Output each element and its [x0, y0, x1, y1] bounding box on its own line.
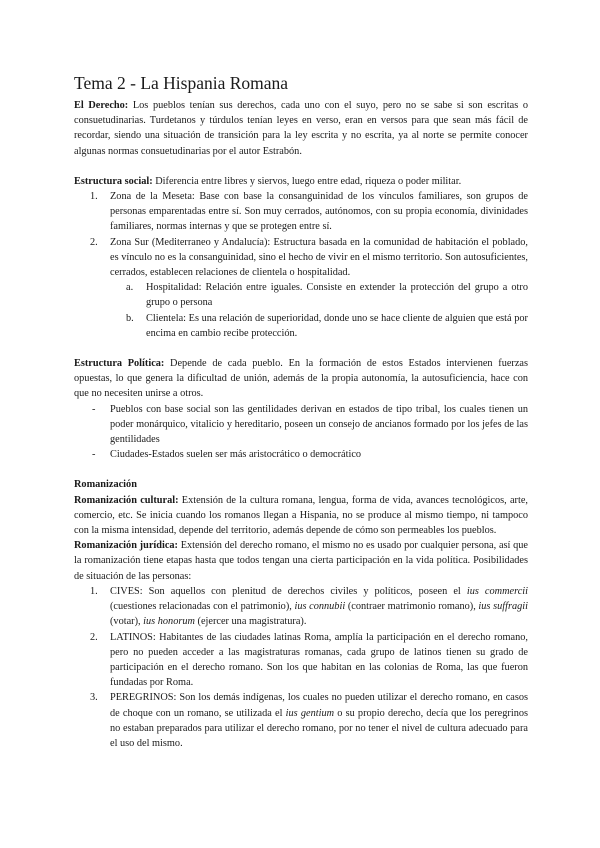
list-marker: -: [92, 449, 96, 461]
social-text: Diferencia entre libres y siervos, luego entre edad, riqueza o poder militar.: [152, 175, 462, 187]
italic-term: ius honorum: [143, 616, 195, 628]
social-label: Estructura social:: [74, 175, 153, 187]
juridica-label: Romanización jurídica:: [74, 540, 178, 552]
text-run: (votar),: [110, 616, 144, 628]
cultural-text: Extensión de la cultura romana, lengua, forma de vida, avances tecnológicos, arte, comercio, etc. Se inicia cuando los romanos llegan a Hispania, no se produce al mismo tiempo, ni tampoco con la misma intensidad, depende del territorio, además depende de cómo son permeables los pueblos.: [74, 494, 528, 537]
derecho-text: Los pueblos tenían sus derechos, cada uno con el suyo, pero no se sabe si son escritas o consuetudinarias. Turdetanos y túrdulos tenían leyes en verso, eran en versos para que sean más fácil de recordar, siendo una situación de transición para la ley escrita y no escrita, ya al norte se permite conocer algunas normas consuetudinarias por el autor Estrabón.: [74, 100, 529, 157]
derecho-paragraph: [74, 98, 528, 159]
list-marker: 1.: [90, 585, 98, 597]
text-run: CIVES: Son aquellos con plenitud de derechos civiles y políticos, poseen el: [110, 585, 467, 597]
cultural-label: Romanización cultural:: [74, 494, 179, 506]
politica-paragraph: [74, 356, 528, 402]
list-item-text: Ciudades-Estados suelen ser más aristocrático o democrático: [110, 449, 362, 461]
social-paragraph: [74, 174, 528, 189]
list-item: [74, 235, 528, 281]
list-item-peregrinos: [74, 690, 528, 751]
list-item: [74, 447, 528, 462]
cultural-paragraph: [74, 493, 528, 539]
sub-list-item: [74, 280, 528, 310]
juridica-text: Extensión del derecho romano, el mismo no es usado por cualquier persona, así que la romanización tiene etapas hasta que todos tengan una cierta participación en la vida política. Posibilidades de situación de las personas:: [74, 540, 528, 582]
list-marker: b.: [126, 312, 134, 324]
italic-term: ius gentium: [285, 707, 335, 719]
politica-label: Estructura Política:: [74, 358, 165, 370]
list-item-text: Zona Sur (Mediterraneo y Andalucía): Estructura basada en la comunidad de habitación el poblado, es vínculo no es la consanguinidad, sino el hecho de vivir en el mismo territorio. Son autosuficientes, cerrados, establecen relaciones de clientela o hospitalidad.: [110, 236, 528, 279]
list-item: [74, 402, 528, 448]
list-item-text: LATINOS: Habitantes de las ciudades latinas Roma, amplía la participación en el derecho romano, pero no pueden acceder a las magistraturas romanas, cada grupo de latinos tienen su grado de participación en el derecho romano. Son los que habitan en las colonias de Roma, las que fueron fundadas por Roma.: [110, 631, 528, 689]
text-run: PEREGRINOS: Son los demás indígenas, los cuales no pueden utilizar el derecho romano, en casos de choque con un romano, se utilizada el: [110, 692, 528, 719]
italic-term: ius commercii: [466, 585, 528, 597]
juridica-paragraph: [74, 538, 528, 584]
list-marker: 1.: [90, 191, 98, 203]
list-marker: 2.: [90, 631, 98, 643]
politica-text: Depende de cada pueblo. En la formación de estos Estados intervienen fuerzas opuestas, lo que genera la dificultad de unión, además de la propia autonomía, la autosuficiencia, hace con que no necesiten unirse a otros.: [74, 358, 528, 400]
list-item: [74, 189, 528, 235]
list-marker: 2.: [90, 236, 98, 248]
derecho-label: El Derecho:: [74, 100, 129, 111]
list-item-text: Clientela: Es una relación de superioridad, donde uno se hace cliente de alguien que está por encima en cambio recibe protección.: [146, 312, 528, 339]
text-run: (contraer matrimonio romano),: [345, 601, 479, 613]
italic-term: ius connubii: [294, 601, 346, 613]
page-title: Tema 2 - La Hispania Romana: [74, 73, 289, 93]
section-heading: Romanización: [74, 479, 137, 491]
list-marker: a.: [126, 282, 134, 294]
list-item-text: Zona de la Meseta: Base con base la consanguinidad de los vínculos familiares, son grupos de personas emparentadas entre sí. Son muy cerrados, autónomos, con su propia economía, divinidades familiares, normas internas y que se protegen entre sí.: [110, 191, 528, 233]
list-marker: -: [92, 403, 96, 415]
list-item-cives: [74, 584, 528, 630]
document-page: [74, 72, 528, 751]
italic-term: ius suffragii: [478, 601, 528, 613]
sub-list-item: [74, 311, 528, 341]
text-run: (ejercer una magistratura).: [194, 616, 307, 628]
text-run: (cuestiones relacionadas con el patrimonio),: [110, 601, 295, 613]
list-item-text: Hospitalidad: Relación entre iguales. Consiste en extender la protección del grupo a otro grupo o persona: [146, 282, 528, 309]
list-item-text: Pueblos con base social son las gentilidades derivan en estados de tipo tribal, los cuales tienen un poder monárquico, vitalicio y hereditario, poseen un consejo de ancianos formado por los jefes de las gentilidades: [110, 403, 528, 446]
list-marker: 3.: [90, 692, 98, 704]
list-item-latinos: [74, 630, 528, 691]
text-run: o su propio derecho, decía que los peregrinos no estaban preparados para utilizar el derecho romano, por no tener el nivel de cultura adecuado para el uso del mismo.: [110, 707, 528, 749]
